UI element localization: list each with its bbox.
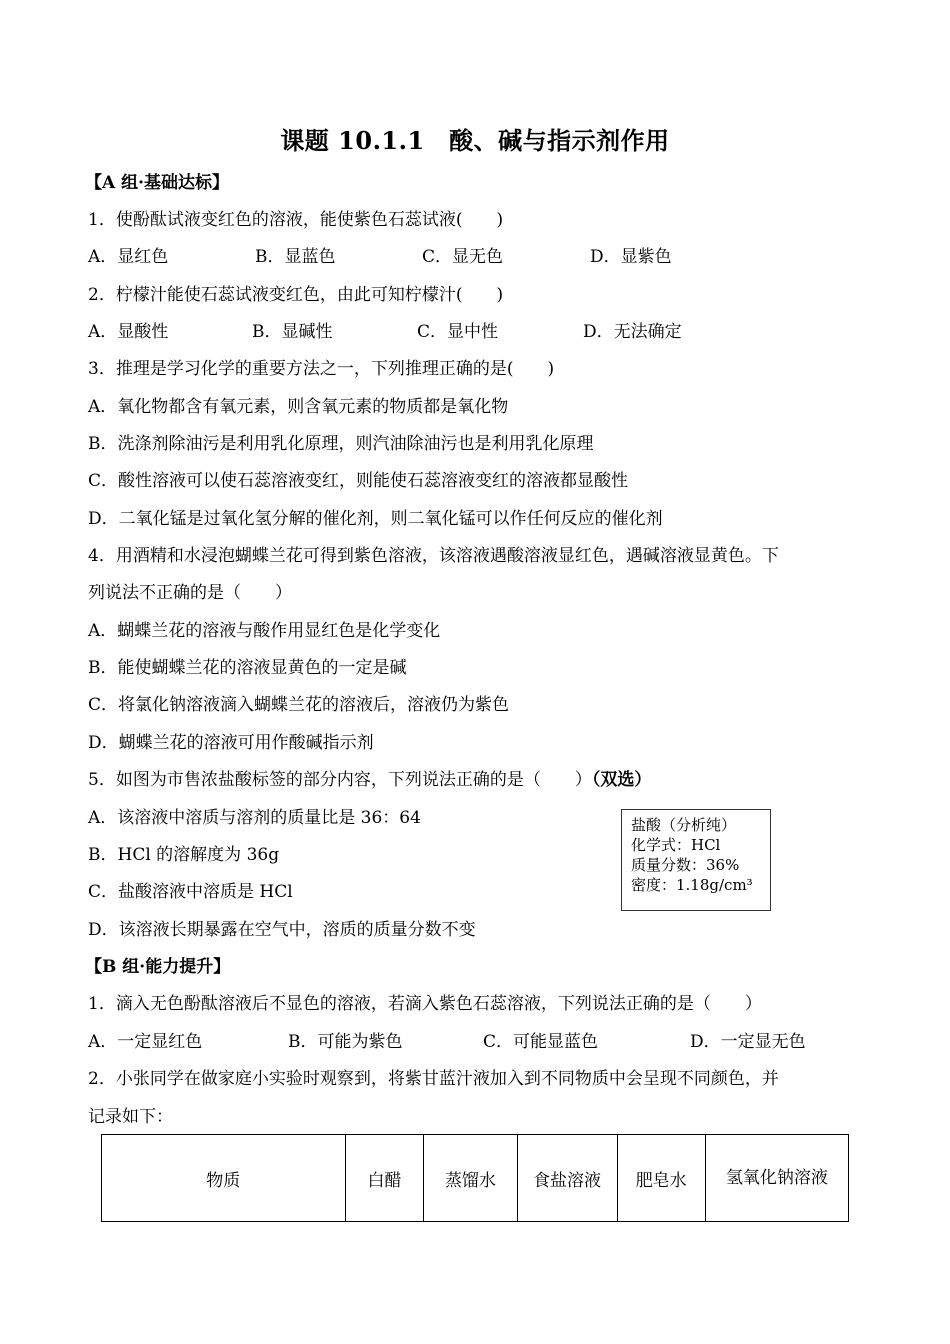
b-question-1-option-a: A．一定显红色 bbox=[88, 1032, 203, 1052]
question-2-option-b: B．显碱性 bbox=[252, 322, 333, 342]
b-question-1-option-c: C．可能显蓝色 bbox=[483, 1032, 599, 1052]
question-1-option-c: C．显无色 bbox=[422, 247, 504, 267]
question-5-double-choice-note: （双选） bbox=[591, 770, 652, 790]
table-header-cell: 物质 bbox=[102, 1135, 346, 1222]
question-3-stem: 3．推理是学习化学的重要方法之一，下列推理正确的是( ) bbox=[88, 359, 555, 379]
table-row bbox=[102, 1135, 849, 1222]
question-3-option-d: D．二氧化锰是过氧化氢分解的催化剂，则二氧化锰可以作任何反应的催化剂 bbox=[88, 509, 663, 529]
question-5-option-b: B．HCl 的溶解度为 36g bbox=[88, 845, 280, 865]
question-5-option-d: D．该溶液长期暴露在空气中，溶质的质量分数不变 bbox=[88, 920, 476, 940]
table-header-cell: 白醋 bbox=[345, 1135, 424, 1222]
question-4-option-d: D．蝴蝶兰花的溶液可用作酸碱指示剂 bbox=[88, 733, 374, 753]
table-header-cell: 氢氧化钠溶液 bbox=[705, 1135, 848, 1222]
question-4-option-c: C．将氯化钠溶液滴入蝴蝶兰花的溶液后，溶液仍为紫色 bbox=[88, 695, 510, 715]
hydrochloric-acid-label bbox=[621, 809, 771, 911]
table-header-cell: 肥皂水 bbox=[617, 1135, 705, 1222]
question-3-option-b: B．洗涤剂除油污是利用乳化原理，则汽油除油污也是利用乳化原理 bbox=[88, 434, 594, 454]
b-question-2-stem-line-2: 记录如下： bbox=[88, 1107, 173, 1127]
b-question-2-stem-line-1: 2．小张同学在做家庭小实验时观察到，将紫甘蓝汁液加入到不同物质中会呈现不同颜色，并 bbox=[88, 1069, 779, 1089]
question-2-option-d: D．无法确定 bbox=[583, 322, 682, 342]
table-header-cell: 蒸馏水 bbox=[424, 1135, 517, 1222]
label-density: 密度：1.18g/cm³ bbox=[631, 876, 753, 894]
question-5-option-a: A．该溶液中溶质与溶剂的质量比是 36：64 bbox=[88, 808, 421, 828]
question-2-option-c: C．显中性 bbox=[417, 322, 499, 342]
color-record-table bbox=[101, 1134, 849, 1222]
label-formula: 化学式：HCl bbox=[631, 836, 721, 854]
question-1-option-b: B．显蓝色 bbox=[255, 247, 336, 267]
question-4-stem-line-1: 4．用酒精和水浸泡蝴蝶兰花可得到紫色溶液，该溶液遇酸溶液显红色，遇碱溶液显黄色。下 bbox=[88, 546, 779, 566]
question-4-option-b: B．能使蝴蝶兰花的溶液显黄色的一定是碱 bbox=[88, 658, 407, 678]
question-5-stem bbox=[88, 769, 651, 791]
question-1-stem: 1．使酚酞试液变红色的溶液，能使紫色石蕊试液( ) bbox=[88, 210, 504, 230]
question-2-stem: 2．柠檬汁能使石蕊试液变红色，由此可知柠檬汁( ) bbox=[88, 285, 504, 305]
b-question-1-option-b: B．可能为紫色 bbox=[288, 1032, 403, 1052]
question-4-option-a: A．蝴蝶兰花的溶液与酸作用显红色是化学变化 bbox=[88, 621, 441, 641]
table-header-cell: 食盐溶液 bbox=[517, 1135, 617, 1222]
question-5-stem-text: 5．如图为市售浓盐酸标签的部分内容，下列说法正确的是（ ） bbox=[88, 770, 592, 790]
b-question-1-option-d: D．一定显无色 bbox=[690, 1032, 806, 1052]
question-1-option-d: D．显紫色 bbox=[590, 247, 672, 267]
question-3-option-a: A．氧化物都含有氧元素，则含氧元素的物质都是氧化物 bbox=[88, 397, 509, 417]
page-title: 课题 10.1.1 酸、碱与指示剂作用 bbox=[280, 126, 670, 155]
section-b-heading: 【B 组·能力提升】 bbox=[85, 957, 231, 977]
question-2-option-a: A．显酸性 bbox=[88, 322, 169, 342]
question-5-option-c: C．盐酸溶液中溶质是 HCl bbox=[88, 882, 293, 902]
question-3-option-c: C．酸性溶液可以使石蕊溶液变红，则能使石蕊溶液变红的溶液都显酸性 bbox=[88, 471, 629, 491]
label-mass-fraction: 质量分数：36% bbox=[631, 856, 740, 874]
b-question-1-stem: 1．滴入无色酚酞溶液后不显色的溶液，若滴入紫色石蕊溶液，下列说法正确的是（ ） bbox=[88, 994, 762, 1014]
section-a-heading: 【A 组·基础达标】 bbox=[85, 173, 230, 193]
question-1-option-a: A．显红色 bbox=[88, 247, 169, 267]
question-4-stem-line-2: 列说法不正确的是（ ） bbox=[88, 583, 292, 603]
label-name: 盐酸（分析纯） bbox=[631, 816, 737, 834]
